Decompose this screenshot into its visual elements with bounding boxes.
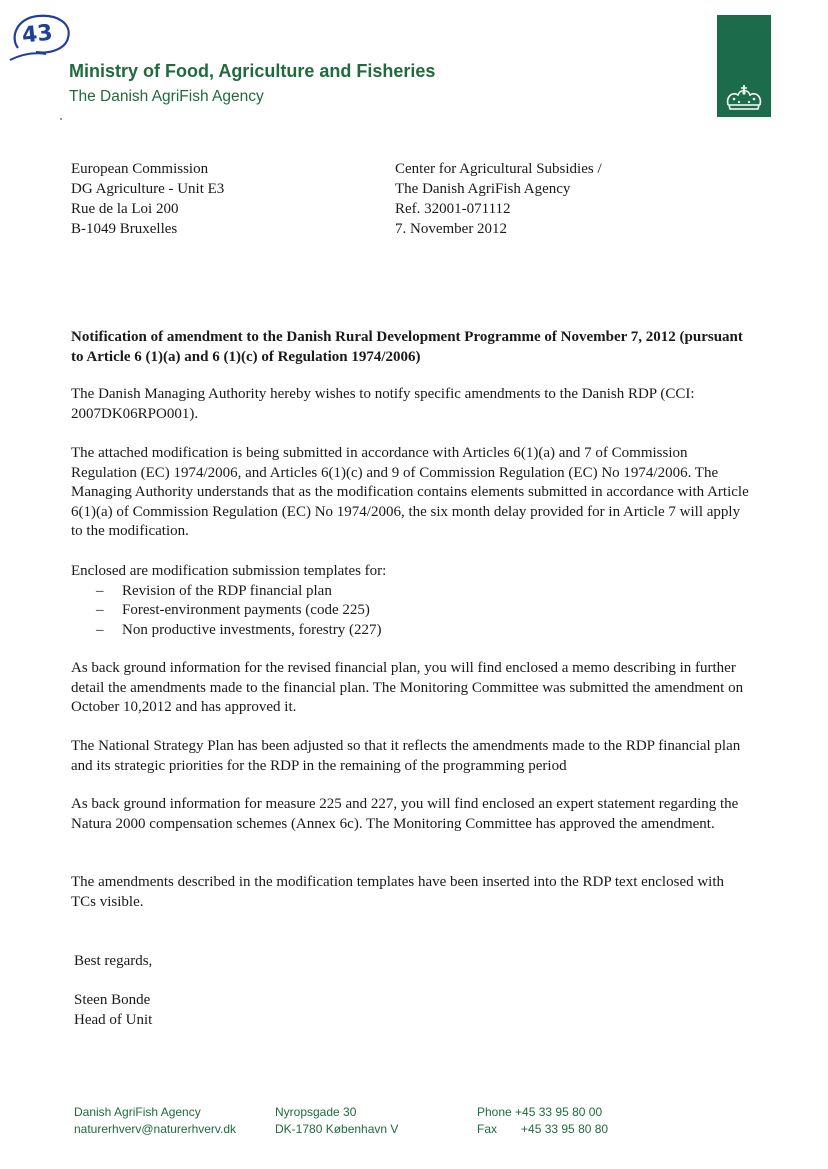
recipient-address [71, 159, 224, 239]
list-item-text: Revision of the RDP financial plan [122, 582, 332, 599]
signatory-name: Steen Bonde [74, 992, 151, 1008]
reference-number: Ref. 32001-071112 [395, 201, 511, 217]
body-paragraph: The attached modification is being submitted in accordance with Articles 6(1)(a) and 7 of Commission Regulation (EC) 1974/2006, and Articles 6(1)(c) and 9 of Commission Regulation (EC) No 1974/2006. The Managing Authority understands that as the modification contains elements submitted in accordance with Article 6(1)(a) of Commission Regulation (EC) No 1974/2006, the six month delay provided for in Article 7 will apply to the modification. [71, 445, 749, 539]
enclosures-section [71, 562, 751, 640]
footer-email: naturerhverv@naturerhverv.dk [74, 1122, 237, 1136]
recipient-line: DG Agriculture - Unit E3 [71, 181, 225, 197]
footer-phone [477, 1104, 608, 1121]
list-item [71, 601, 751, 621]
closing-greeting: Best regards, [74, 953, 153, 969]
letter-date: 7. November 2012 [395, 221, 508, 237]
handwritten-number-text: 43 [20, 20, 54, 49]
footer-address [275, 1104, 398, 1138]
sender-line: Center for Agricultural Subsidies / [395, 161, 602, 177]
footer-fax [477, 1121, 608, 1138]
list-item [71, 582, 751, 602]
body-paragraph: The National Strategy Plan has been adjusted so that it reflects the amendments made to the RDP financial plan and its strategic priorities for the RDP in the remaining of the programming period [71, 738, 741, 774]
footer-agency-name: Danish AgriFish Agency [74, 1105, 201, 1119]
dash-bullet: – [96, 582, 104, 599]
phone-number: +45 33 95 80 00 [515, 1105, 603, 1119]
scan-speck [60, 118, 62, 120]
footer-phone-fax [477, 1104, 608, 1138]
body-paragraph: The Danish Managing Authority hereby wishes to notify specific amendments to the Danish RDP (CCI: 2007DK06RPO001). [71, 386, 695, 422]
footer-street: Nyropsgade 30 [275, 1105, 357, 1119]
handwritten-page-number [8, 10, 74, 64]
crown-icon [722, 83, 766, 113]
dash-bullet: – [96, 621, 104, 638]
body-paragraph: As back ground information for the revised financial plan, you will find enclosed a memo describing in further detail the amendments made to the financial plan. The Monitoring Committee was submitted the amendment on October 10,2012 and has approved it. [71, 660, 744, 715]
body-paragraph: The amendments described in the modification templates have been inserted into the RDP text enclosed with TCs visible. [71, 874, 725, 910]
phone-label: Phone [477, 1105, 512, 1119]
sender-line: The Danish AgriFish Agency [395, 181, 571, 197]
signatory-title: Head of Unit [74, 1012, 153, 1028]
dash-bullet: – [96, 602, 104, 618]
list-item [71, 621, 751, 641]
enclosures-intro: Enclosed are modification submission templates for: [71, 563, 387, 579]
ministry-name: Ministry of Food, Agriculture and Fisheries [69, 61, 436, 81]
agency-name: The Danish AgriFish Agency [69, 88, 264, 105]
sender-block [395, 159, 602, 239]
enclosures-list [71, 582, 751, 641]
crown-logo [717, 15, 771, 117]
body-paragraph: As back ground information for measure 225 and 227, you will find enclosed an expert statement regarding the Natura 2000 compensation schemes (Annex 6c). The Monitoring Committee has approved the amendment. [71, 796, 739, 832]
recipient-line: B-1049 Bruxelles [71, 221, 178, 237]
list-item-text: Forest-environment payments (code 225) [122, 602, 370, 618]
footer-city: DK-1780 København V [275, 1122, 399, 1136]
letter-subject: Notification of amendment to the Danish Rural Development Programme of November 7, 2012 (pursuant to Article 6 (1)(a) and 6 (1)(c) of Regulation 1974/2006) [71, 329, 743, 365]
fax-label: Fax [477, 1122, 498, 1136]
footer-contact [74, 1104, 236, 1138]
fax-number: +45 33 95 80 80 [521, 1122, 609, 1136]
list-item-text: Non productive investments, forestry (227) [122, 621, 382, 638]
recipient-line: Rue de la Loi 200 [71, 201, 179, 217]
recipient-line: European Commission [71, 161, 209, 177]
